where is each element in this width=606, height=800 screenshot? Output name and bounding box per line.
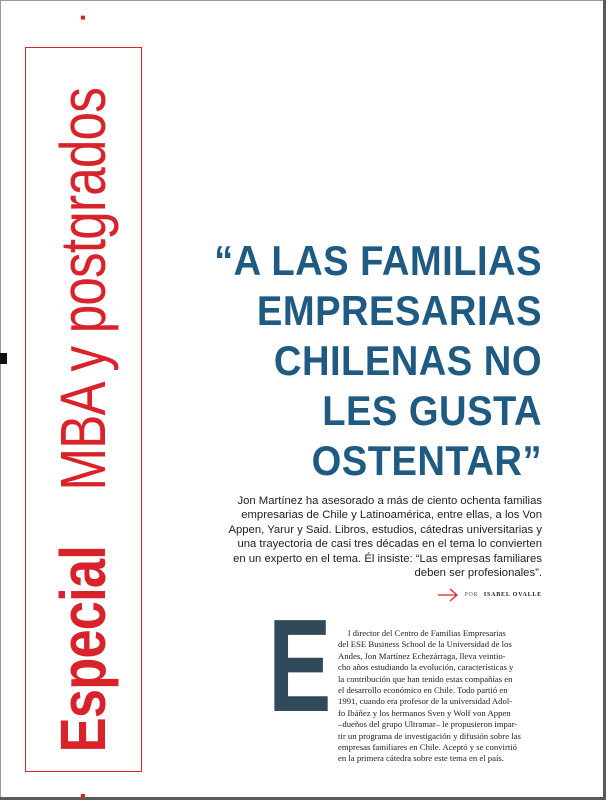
section-bullet-right: · — [67, 12, 98, 22]
headline-line: CHILENAS NO — [273, 337, 542, 384]
standfirst-line: empresarias de Chile y Latinoamérica, entre ellas, a los Von — [241, 509, 542, 522]
standfirst — [212, 494, 542, 580]
article-line: cho años estudiando la evolución, características y — [338, 662, 514, 673]
section-label — [33, 12, 133, 800]
article-line: el desarrollo económico en Chile. Todo partió en — [338, 685, 508, 696]
headline-line: “A LAS FAMILIAS — [214, 237, 542, 284]
page-edge-left — [0, 0, 1, 800]
byline — [437, 588, 542, 602]
article-line: del ESE Business School de la Universidad de los — [338, 639, 512, 650]
standfirst-line: Jon Martínez ha asesorado a más de ciento ochenta familias — [237, 495, 542, 507]
page-tab-marker — [0, 353, 7, 364]
article-line: en la primera cátedra sobre este tema en el país. — [338, 753, 504, 764]
section-label-bold: Especial — [47, 545, 119, 752]
byline-prefix: POR — [464, 592, 478, 598]
article-line: –dueños del grupo Ultramar– le propusieron impar- — [338, 719, 518, 730]
standfirst-line: Appen, Yarur y Said. Libros, estudios, cátedras universitarias y — [228, 523, 542, 536]
article-line: tir un programa de investigación y difusión sobre las — [338, 730, 521, 741]
article-line: fo Ibáñez y los hermanos Sven y Wolf von Appen — [338, 707, 511, 718]
article-line: 1991, cuando era profesor de la universidad Adol- — [338, 696, 513, 707]
standfirst-line: deben ser profesionales”. — [414, 567, 542, 580]
headline-line: OSTENTAR” — [311, 437, 542, 484]
article-line: empresas familiares en Chile. Aceptó y se convirtió — [338, 742, 518, 753]
standfirst-line: en un experto en el tema. Él insiste: “Las empresas familiares — [233, 552, 542, 565]
headline — [192, 236, 542, 486]
article-line: l director del Centro de Familias Empresarias — [348, 628, 506, 638]
page-edge-top — [0, 0, 606, 1]
byline-author: ISABEL OVALLE — [483, 592, 542, 598]
headline-line: LES GUSTA — [322, 387, 542, 434]
drop-cap: E — [268, 592, 332, 739]
headline-line: EMPRESARIAS — [256, 287, 542, 334]
section-bullet-left: · — [67, 790, 98, 800]
article-line: Andes, Jon Martínez Echezárraga, lleva veintio- — [338, 650, 506, 661]
standfirst-line: una trayectoria de casi tres décadas en el tema lo convierten — [237, 538, 542, 551]
section-label-light: MBA y postgrados — [47, 87, 119, 491]
article-body — [338, 628, 545, 765]
arrow-right-icon — [437, 588, 459, 602]
article-line: la contribución que han tenido estas compañías en — [338, 673, 513, 684]
